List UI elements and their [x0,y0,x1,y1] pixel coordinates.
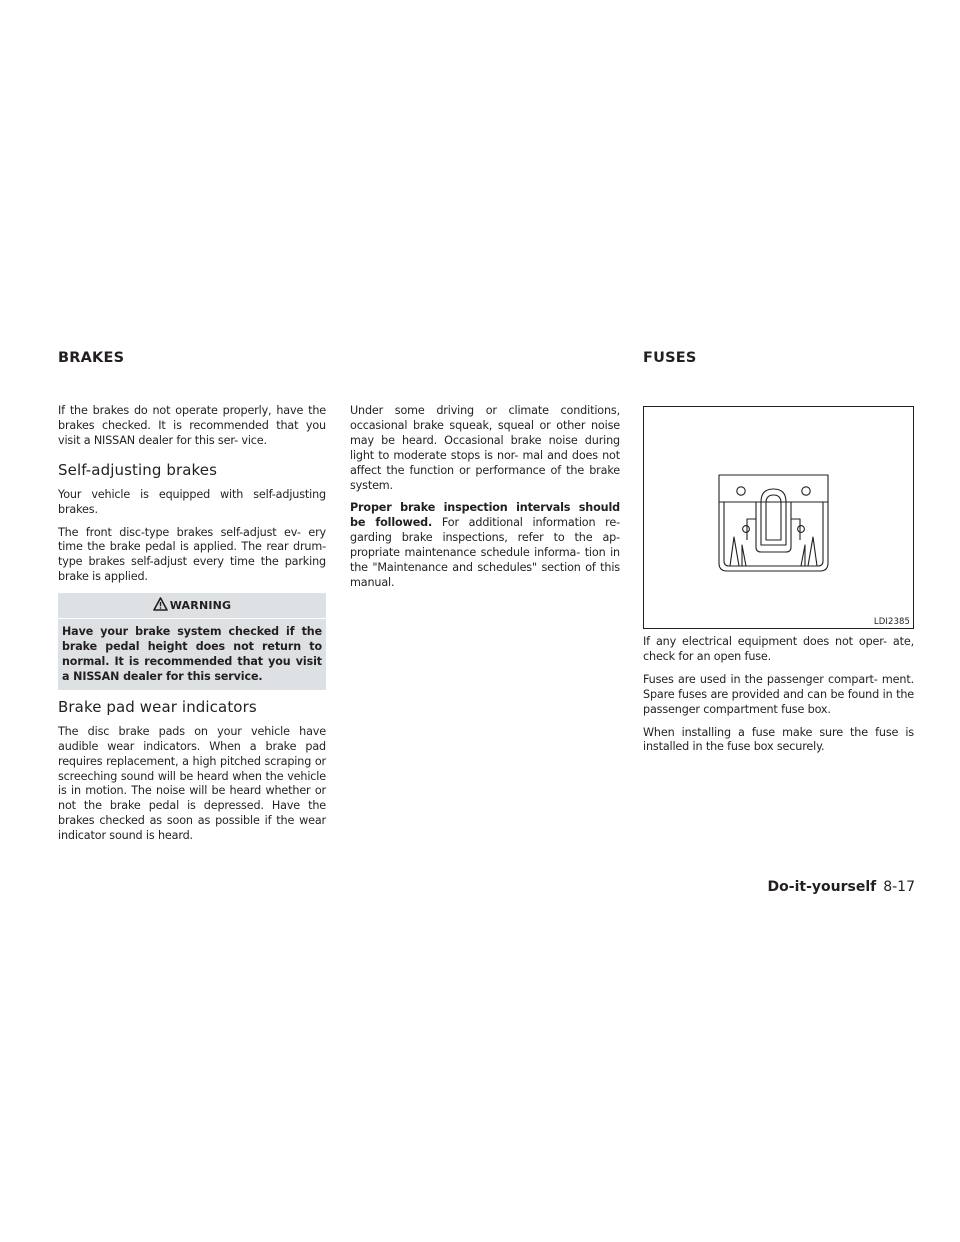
brake-pad-wear-text: The disc brake pads on your vehicle have audible wear indicators. When a brake pad requires replacement, a high pitched scraping or screeching sound will be heard when the vehicle is in motion. The noise will be heard whether or not the brake pedal is depressed. Have the brakes checked as soon as possible if the wear indicator sound is heard. [58,724,326,843]
fuses-text-1: If any electrical equipment does not oper- ate, check for an open fuse. [643,635,914,663]
brake-inspection-rest: For additional information re- garding brake inspections, refer to the ap- propriate maintenance schedule informa- tion in the "Maintenance and schedules" section of this manual. [350,516,620,589]
page-footer [768,879,915,895]
figure-label: LDI2385 [873,617,910,627]
self-adjusting-brakes-heading: Self-adjusting brakes [58,460,218,479]
fuse-figure [643,406,914,629]
warning-text: Have your brake system checked if the brake pedal height does not return to normal. It is recommended that you visit a NISSAN dealer for this service. [58,618,326,690]
fuses-text-3: When installing a fuse make sure the fuse is installed in the fuse box securely. [643,725,914,754]
brake-inspection-bold: Proper brake inspection intervals should be followed. [350,501,620,530]
self-adjusting-text-2: The front disc-type brakes self-adjust ev- ery time the brake pedal is applied. The rear drum-type brakes self-adjust every time the parking brake is applied. [58,525,326,584]
fuses-text-2: Fuses are used in the passenger compart- ment. Spare fuses are provided and can be found in the passenger compartment fuse box. [643,672,914,716]
self-adjusting-text-1: Your vehicle is equipped with self-adjusting brakes. [58,487,326,516]
fuse-illustration [644,407,913,628]
warning-triangle-icon [153,597,170,614]
brakes-intro-text: If the brakes do not operate properly, have the brakes checked. It is recommended that you visit a NISSAN dealer for this ser- vice. [58,404,326,447]
brakes-column-1 [58,404,326,852]
footer-page-number: 8-17 [883,879,915,895]
brake-pad-wear-heading: Brake pad wear indicators [58,697,257,716]
warning-label: WARNING [169,599,232,613]
brake-inspection-text [350,501,620,590]
warning-header [58,593,326,618]
warning-box [58,593,326,690]
brakes-column-2 [350,404,620,599]
fuses-column [643,0,914,763]
brakes-section-title: BRAKES [58,350,125,366]
brake-noise-text: Under some driving or climate conditions, occasional brake squeak, squeal or other noise may be heard. Occasional brake noise during light to moderate stops is nor- mal and does not affect the function or performance of the brake system. [350,404,620,492]
fuses-section-title: FUSES [643,350,697,366]
footer-chapter: Do-it-yourself [767,879,877,895]
